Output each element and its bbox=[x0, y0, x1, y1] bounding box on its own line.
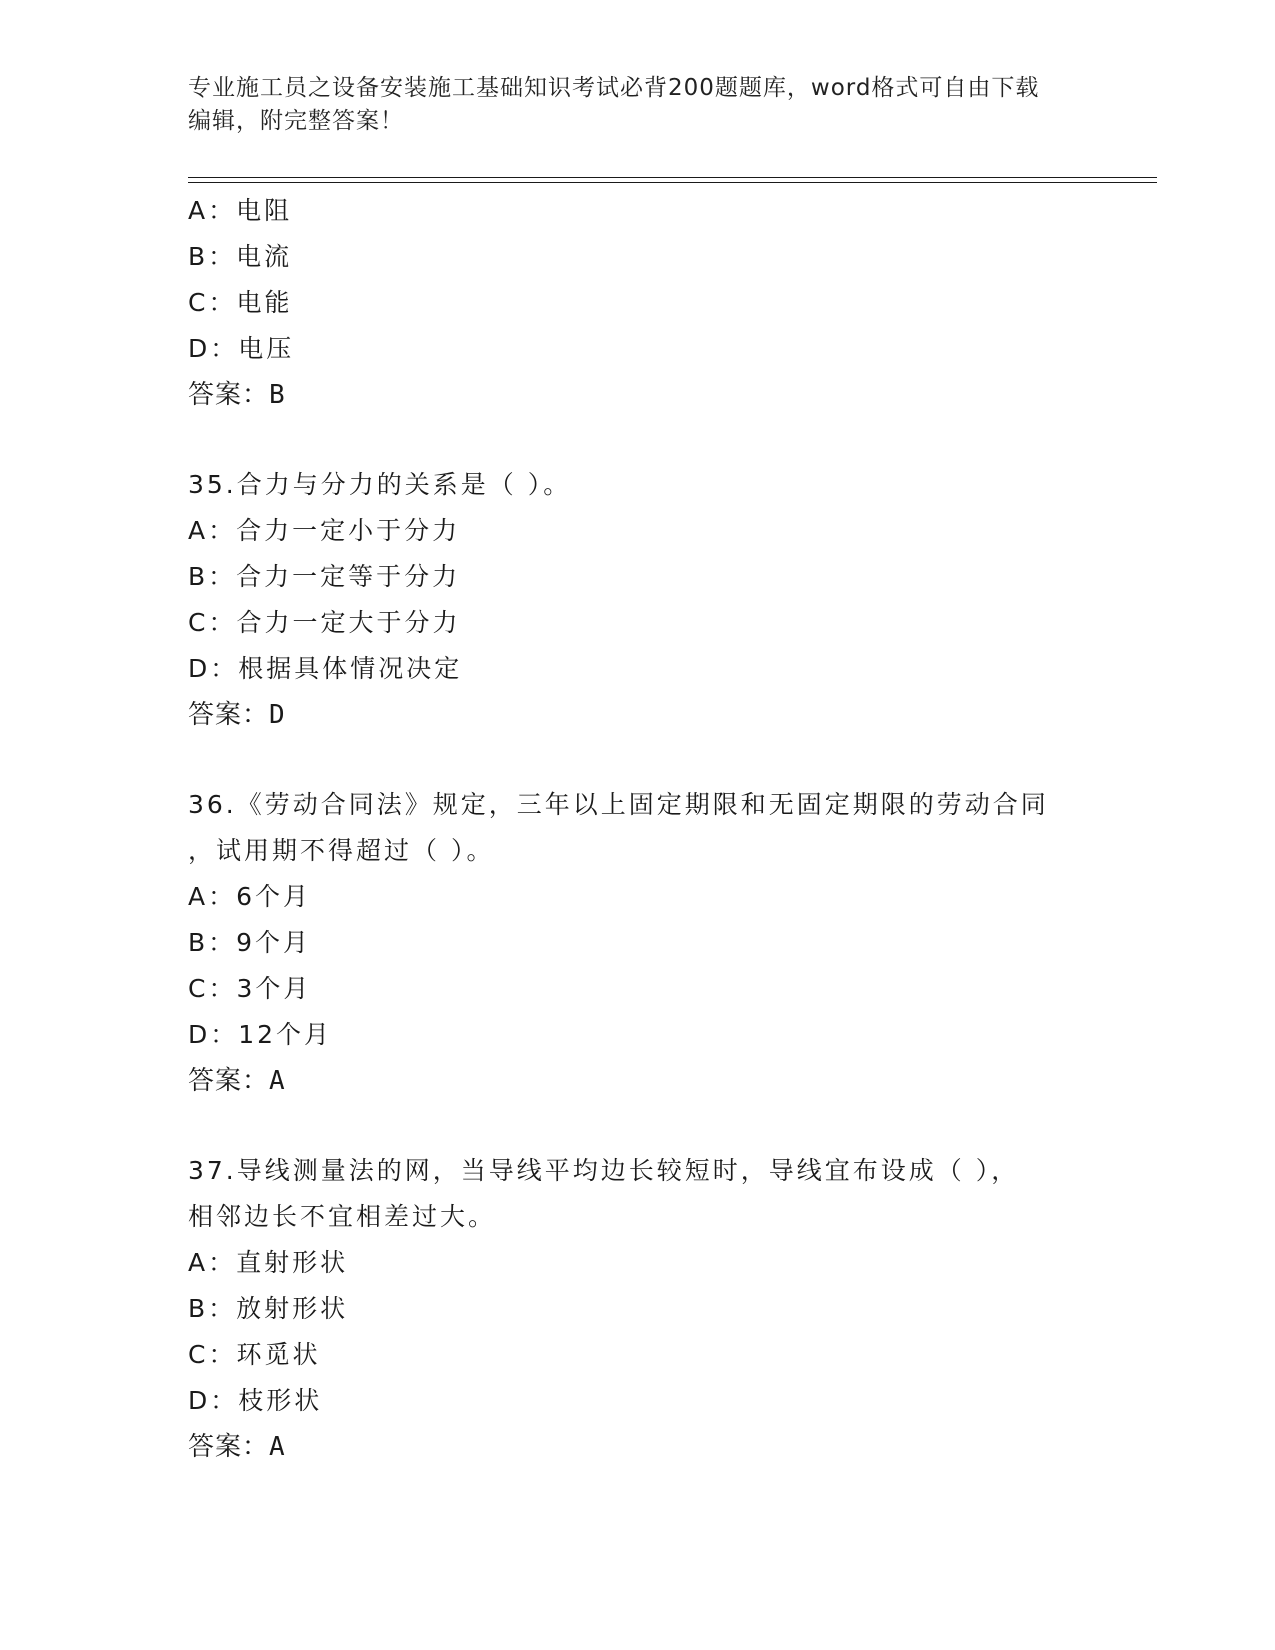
answer-value: B bbox=[269, 380, 286, 410]
answer-line bbox=[188, 1424, 1088, 1470]
question-stem: 37.导线测量法的网，当导线平均边长较短时，导线宜布设成（ ）， bbox=[188, 1156, 1020, 1185]
header-line-2: 编辑，附完整答案！ bbox=[188, 108, 404, 134]
question-stem: 36.《劳动合同法》规定，三年以上固定期限和无固定期限的劳动合同 bbox=[188, 790, 1049, 819]
option-b: B：9个月 bbox=[188, 928, 312, 957]
option-c: C：3个月 bbox=[188, 974, 312, 1003]
spacer bbox=[188, 418, 1088, 462]
option-b: B：放射形状 bbox=[188, 1294, 349, 1323]
option-d: D：枝形状 bbox=[188, 1386, 323, 1415]
question-list bbox=[188, 188, 1088, 1470]
answer-value: A bbox=[269, 1432, 286, 1462]
option-a: A：直射形状 bbox=[188, 1248, 349, 1277]
spacer bbox=[188, 1104, 1088, 1148]
answer-label: 答案： bbox=[188, 380, 270, 410]
option-c: C：环觅状 bbox=[188, 1340, 321, 1369]
answer-label: 答案： bbox=[188, 700, 270, 730]
option-d: D：电压 bbox=[188, 334, 295, 363]
option-b: B：合力一定等于分力 bbox=[188, 562, 461, 591]
option-d: D：12个月 bbox=[188, 1020, 333, 1049]
answer-value: D bbox=[269, 700, 286, 730]
option-a: A：电阻 bbox=[188, 196, 293, 225]
header-divider-bottom bbox=[188, 182, 1157, 183]
header-divider-top bbox=[188, 177, 1157, 178]
question-stem: 35.合力与分力的关系是（ ）。 bbox=[188, 470, 572, 499]
question-item bbox=[188, 462, 1088, 738]
header-line-1: 专业施工员之设备安装施工基础知识考试必背200题题库，word格式可自由下载 bbox=[188, 75, 1040, 101]
option-b: B：电流 bbox=[188, 242, 293, 271]
answer-label: 答案： bbox=[188, 1066, 270, 1096]
option-a: A：合力一定小于分力 bbox=[188, 516, 461, 545]
question-item bbox=[188, 782, 1088, 1104]
answer-line bbox=[188, 692, 1088, 738]
answer-line bbox=[188, 372, 1088, 418]
question-fragment bbox=[188, 188, 1088, 418]
option-a: A：6个月 bbox=[188, 882, 312, 911]
option-c: C：合力一定大于分力 bbox=[188, 608, 461, 637]
question-stem-continued: 相邻边长不宜相差过大。 bbox=[188, 1202, 497, 1231]
answer-line bbox=[188, 1058, 1088, 1104]
page-header bbox=[188, 72, 1088, 138]
question-item bbox=[188, 1148, 1088, 1470]
spacer bbox=[188, 738, 1088, 782]
option-d: D：根据具体情况决定 bbox=[188, 654, 463, 683]
answer-value: A bbox=[269, 1066, 286, 1096]
answer-label: 答案： bbox=[188, 1432, 270, 1462]
option-c: C：电能 bbox=[188, 288, 293, 317]
question-stem-continued: ，试用期不得超过（ ）。 bbox=[188, 836, 495, 865]
